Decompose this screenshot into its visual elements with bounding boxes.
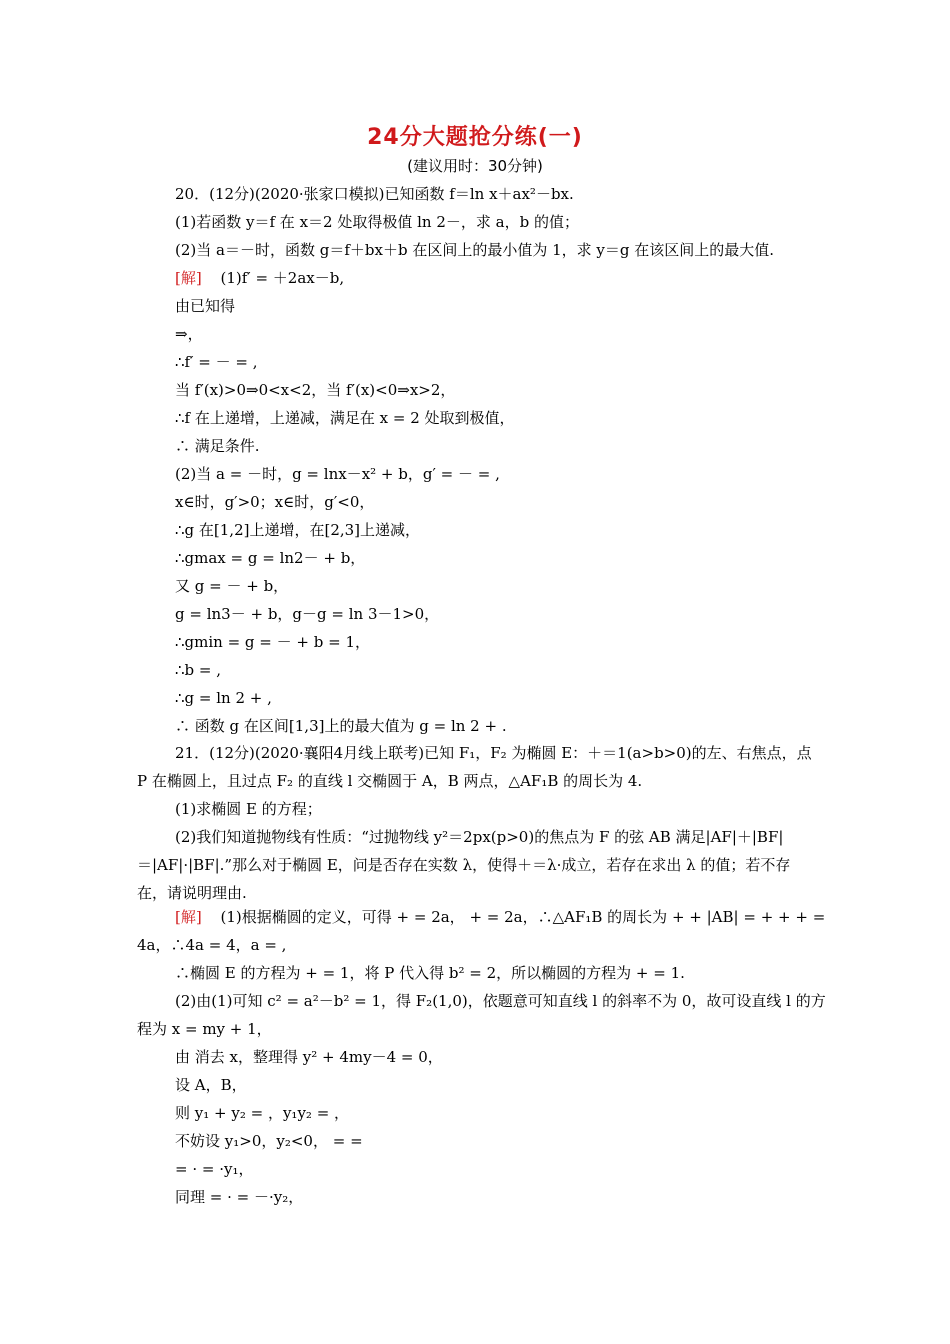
q21-heading-a: 21．(12分)(2020·襄阳4月线上联考)已知 F₁，F₂ 为椭圆 E：＋＝1(a>b>0)的左、右焦点，点: [175, 744, 812, 762]
q21-solution-line: 则 y₁ + y₂ = ，y₁y₂ = ，: [175, 1104, 350, 1122]
q21-solution-line: (1)根据椭圆的定义，可得 + = 2a， + = 2a，∴△AF₁B 的周长为 + + |AB| = + + + =: [220, 908, 826, 926]
q20-solution-line: ∴f′ = － = ,: [175, 353, 258, 371]
q21-solution-line: 同理 = · = －·y₂，: [175, 1188, 304, 1206]
q21-solution-line: 不妨设 y₁>0，y₂<0， = =: [175, 1132, 363, 1150]
q20-solution-line: ∴g = ln 2 + ,: [175, 689, 272, 707]
q20-part1: (1)若函数 y＝f 在 x＝2 处取得极值 ln 2－，求 a，b 的值；: [175, 213, 579, 231]
q20-solution-line: g = ln3－ + b，g－g = ln 3－1>0，: [175, 605, 440, 623]
q21-part1: (1)求椭圆 E 的方程；: [175, 800, 322, 818]
q21-heading-b: P 在椭圆上，且过点 F₂ 的直线 l 交椭圆于 A，B 两点，△AF₁B 的周长为 4.: [137, 772, 643, 790]
q20-heading: 20．(12分)(2020·张家口模拟)已知函数 f＝ln x＋ax²－bx.: [175, 185, 574, 203]
q20-solution-line: ⇒，: [175, 325, 203, 343]
q20-solution-line: ∴b = ,: [175, 661, 222, 679]
q20-solution-line: (1)f′ = ＋2ax－b,: [220, 269, 345, 287]
q21-solution-line: 4a，∴4a = 4，a = ,: [137, 936, 287, 954]
q20-solution-line: ∴ 满足条件.: [175, 437, 260, 455]
q21-solution-line: 由 消去 x，整理得 y² + 4my－4 = 0，: [175, 1048, 443, 1066]
solution-tag: [解]: [175, 269, 202, 287]
q20-solution-line: ∴gmax = g = ln2－ + b，: [175, 549, 366, 567]
q21-solution-line: ∴椭圆 E 的方程为 + = 1，将 P 代入得 b² = 2，所以椭圆的方程为 + = 1.: [175, 964, 685, 982]
q20-solution-line: ∴g 在[1,2]上递增，在[2,3]上递减，: [175, 521, 421, 539]
q20-solution-line: (2)当 a = －时，g = lnx－x² + b，g′ = － = ,: [175, 465, 500, 483]
q21-solution-line: (2)由(1)可知 c² = a²－b² = 1，得 F₂(1,0)，依题意可知直线 l 的斜率不为 0，故可设直线 l 的方: [175, 992, 826, 1010]
q20-solution-line: ∴gmin = g = － + b = 1，: [175, 633, 370, 651]
q20-solution-line: ∴ 函数 g 在区间[1,3]上的最大值为 g = ln 2 + .: [175, 717, 507, 735]
q20-solution-line: x∈时，g′>0；x∈时，g′<0，: [175, 493, 375, 511]
solution-tag: [解]: [175, 908, 202, 926]
q21-part2-a: (2)我们知道抛物线有性质：“过抛物线 y²＝2px(p>0)的焦点为 F 的弦 AB 满足|AF|＋|BF|: [175, 828, 784, 846]
q20-solution-line: 由已知得: [175, 297, 236, 315]
q20-part2: (2)当 a＝－时，函数 g＝f＋bx＋b 在区间上的最小值为 1，求 y＝g 在该区间上的最大值.: [175, 241, 775, 259]
q21-solution-line: 设 A，B，: [175, 1076, 247, 1094]
q21-part2-b: ＝|AF|·|BF|.”那么对于椭圆 E，问是否存在实数 λ，使得＋＝λ·成立，若存在求出 λ 的值；若不存: [137, 856, 791, 874]
q20-solution-start: [175, 268, 344, 288]
q21-solution-start: [175, 907, 825, 927]
q21-solution-line: 程为 x = my + 1，: [137, 1020, 272, 1038]
q20-solution-line: 当 f′(x)>0⇒0<x<2，当 f′(x)<0⇒x>2，: [175, 381, 456, 399]
q21-part2-c: 在，请说明理由.: [137, 884, 247, 902]
q20-solution-line: 又 g = － + b，: [175, 577, 289, 595]
q20-solution-line: ∴f 在上递增，上递减，满足在 x = 2 处取到极值，: [175, 409, 515, 427]
page-subtitle: (建议用时：30分钟): [407, 157, 543, 175]
q21-solution-line: = · = ·y₁，: [175, 1160, 254, 1178]
page-title: 24分大题抢分练(一): [367, 125, 583, 150]
